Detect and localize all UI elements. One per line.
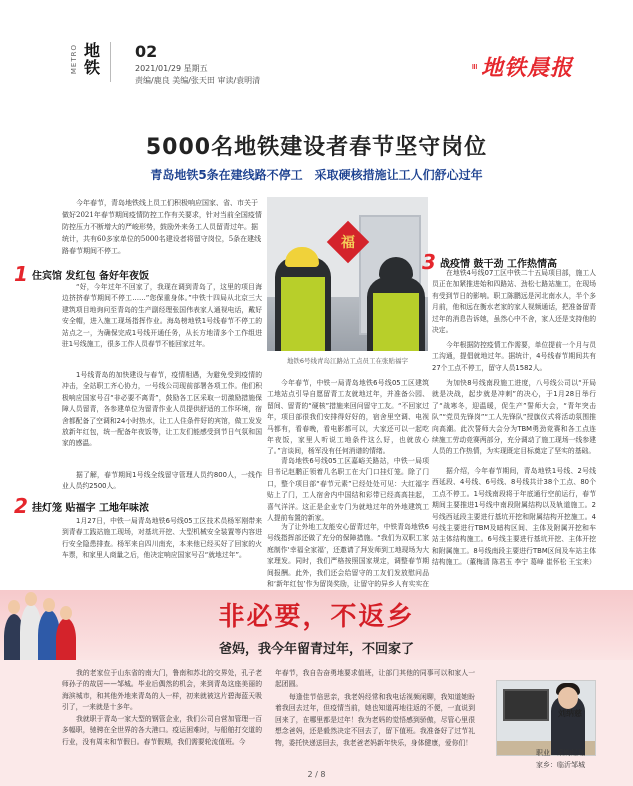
middle-para: 为了让外地工友能安心留青过年，中铁青岛地铁6号线指挥部还做了充分的保障措施。“我们为双职工家庭制作‘幸福全家福’，还邀请了拜发师到工地现场为大家理发。同时，我们严格按照国家规定，调整春节期间报酬。此外，我们还会给留守的工友们发放慰问品和‘新年红包’作为留岗奖励，让留守的异乡人有实实在 xyxy=(267,523,429,589)
logo-divider xyxy=(110,42,111,82)
person-job: 职业：采购经理 xyxy=(536,749,585,757)
issue-date: 2021/01/29 星期五 xyxy=(135,64,208,73)
article-intro: 今年春节，青岛地铁线上员工们积极响应国家、省、市关于做好2021年春节期间疫情防控工作有关要求，针对当前全国疫情防控压力不断增大的严峻形势，鼓励外来务工人员留青过年。据统计，共有60多家单位的5000名建设者将留守岗位，5条在建线路春节期间不停工。 xyxy=(62,199,262,255)
page-number: 02 xyxy=(135,42,158,61)
page-footer: 2 / 8 xyxy=(307,770,326,779)
section-1-para: 1号线青岛的加快建设与春节，疫情相遇，为避免受到疫情的冲击，全站职工齐心协力，一号线公司现前部署各项工作。他们积极响应国家号召“非必要不离青”，鼓励各工区采取一切激励措施保障人员留青，各参建单位为留青作业人员提供舒适的工作环境，宿舍都配备了空调和24小时热水，让工人住条件好的宾馆，做工发发放新年红包，统一配备年夜饭等，让工友们能感受到节日气氛和国家的感温。 xyxy=(62,371,262,448)
section-title: 战疫情 鼓干劲 工作热情高 xyxy=(440,258,557,270)
section-number: 3 xyxy=(422,250,436,274)
section-2-para: 1月27日，中铁一局青岛地铁6号线05工区技术员杨军刚带来到青春工践站施工现场，对基坑开挖、大型机械安全装置等内容进行安全隐患排查。杨军来自四川南充，本来他已经买好了回家的火车票，和家里人商量之后，他决定响应国家号召“就地过年”。 xyxy=(62,517,262,560)
section-number: 2 xyxy=(14,494,28,518)
feature-para: 我的老家位于山东省的南大门，鲁南和苏北的交界处，孔子老师孙子的故居——邹城。毕业后偶然的机会，来到青岛这座美丽的海滨城市，和其他外地来青岛的人一样，初来就被这片碧海蓝天吸引了，一来就是十多年。 xyxy=(62,669,262,712)
newspaper-brand xyxy=(470,52,573,80)
middle-para: 青岛地铁6号线05工区嘉峪关路站，中铁一局项目书记赵鹏正领着几名职工在大门口挂灯笼。除了门口，整个项目部“春节元素”已经处处可见：大红福字贴上了门，工人宿舍内中国结和彩带已经高高挂起，喜气洋洋。这正是企业专门为就地过年的外地建筑工人提前布置的新家。 xyxy=(267,457,429,523)
brand-mark-icon: ≡ xyxy=(470,62,479,70)
feature-para: 年春节，我自告奋勇地要求值班，让部门其他的同事可以和家人一起团圆。 xyxy=(275,669,475,689)
article-title: 5000名地铁建设者春节坚守岗位 xyxy=(145,135,488,160)
section-3-para: 在地铁4号线07工区中铁二十五局项目部，施工人员正在加紧推进始和四路站、劲松七路站施工，在现场有受到节日的影响。职工陈鹏远是河北南水人，半个多月前，他和远在衡水老家的家人视频通话，把准备留青过年的消息告诉她，虽然心中不舍，家人还是支持他的决定。 xyxy=(432,269,596,335)
bottom-feature xyxy=(0,590,633,786)
section-title: 住宾馆 发红包 备好年夜饭 xyxy=(32,270,149,282)
feature-subheading: 爸妈，我今年留青过年，不回家了 xyxy=(218,642,414,657)
section-2-head xyxy=(14,494,149,518)
workers-photo xyxy=(267,197,428,351)
section-3-para: 今年根据防控疫情工作需要，单位提前一个月与员工沟通，提倡就地过年。据统计，4号线春节期间共有27个工点不停工，留守人员1582人。 xyxy=(432,341,596,372)
fu-character-sign: 福 xyxy=(327,221,369,263)
person-hometown: 家乡：临沂邹城 xyxy=(536,761,585,769)
middle-para: 今年春节，中铁一局青岛地铁6号线05工区建筑工地站点引导自愿留青工友就地过年，并准备公园、留间、留青的“硬核”措施来回问留守工友。“不回家过年，项目部很我们安排得好好的，宿舍里空调、电视马都有，看春晚，看电影都可以，大家还可以一起吃年夜饭，家里人听说工地条件这么好，也就放心了。”言谈间，杨军没有任何消谱的情绪。 xyxy=(267,379,429,456)
section-title: 挂灯笼 贴福字 工地年味浓 xyxy=(32,502,149,514)
section-3-para: 为加快8号线南段施工进度，八号线公司以“开局就是决战，起步就是冲刺”的决心，于1月28日举行了“战寒冬，迎温暖，促生产”誓师大会，“青年突击队”“党员先锋岗”“工人先锋队”授旗仪式将活动氛围推向高潮。此次誓师大会分为TBM勇劲竞赛和各工点连续施工劳动竞赛两部分，充分调动了施工现场一线参建人员的工作热情，为实现既定目标奠定了坚实的基础。 xyxy=(432,379,596,456)
section-3-para: 据介绍，今年春节期间，青岛地铁1号线、2号线西延段、4号线、6号线、8号线共计38个工点、80个工点不停工。1号线南段将于年底通行空前运行，春节期间主要推进1号线中南段附属结构以及轨道施工。2号线西延段主要进行基坑开挖和附属结构开挖施工。4号线主要进行TBM及暗构区间、主体及附属开挖和车站主体结构施工。6号线主要进行基坑开挖、主体开挖和附属施工。8号线南段主要进行TBM区间及车站主体结构施工。（董梅清 陈君玉 李宁 葛峰 崔怀松 王宝来） xyxy=(432,467,596,567)
person-name: 刘纳慈 xyxy=(558,709,582,718)
page-header xyxy=(0,0,633,92)
feature-slogan: 非必要，不返乡 xyxy=(218,602,415,632)
person-face xyxy=(558,687,578,709)
feature-banner xyxy=(0,590,633,660)
brand-name: 地铁晨报 xyxy=(481,55,574,81)
metro-section-logo xyxy=(70,42,126,84)
photo-caption: 地铁6号线青岛江路站工点员工在张贴福字 xyxy=(286,357,409,365)
section-1-para: 据了解，春节期间1号线全线留守管理人员约800人，一线作业人员约2500人。 xyxy=(62,471,262,491)
section-1-para: “好，今年过年不回家了，我现在调到青岛了，这里的项目海边挤挤春节期间不停工……”您保重身体。”中铁十四局从北京三大建筑项目地询问至青岛的生产副经理张国伟表家人通视电话，戴好安全帽，进入施工现场指挥作业。海岛榜地铁1号线春节不停工的站点之一，为确保完成1号线开通任务，从长方地清多个工作组进驻1号线施工，很多工作人员春节不能回家过年。 xyxy=(62,283,262,349)
logo-en: METRO xyxy=(70,44,78,75)
worker-right-vest xyxy=(373,293,419,351)
article-subtitle: 青岛地铁5条在建线路不停工 采取硬核措施让工人们舒心过年 xyxy=(150,168,483,182)
logo-zh: 地铁 xyxy=(84,41,101,77)
feature-para: 我就职于青岛一家大型的钢管企业，我们公司自营加管理一百多幅职，驰骋在全世界的各大港口。疫运困难时，与船舶打交道的行业，没有周末和节假日。春节假期，我们需要轮流值班。今 xyxy=(62,715,262,746)
feature-para: 每逢佳节倍思亲，我老妈经常和我电话视频闲聊，我知道她盼着我回去过年，但疫情当前，她也知道再地往返的不便，一直说到回来了，在哪里都是过年！我为老妈的觉悟感到骄傲，尽管心里很想念爸妈，还是毅然决定不回去了，留下值班。我准备好了过节礼物，委托快递送回去，我老爸老妈新年快乐，身体健康，爱你们！ xyxy=(275,693,475,747)
section-number: 1 xyxy=(14,262,28,286)
worker-left-vest xyxy=(281,277,325,351)
editor-credits: 责编/鹿良 美编/张天田 审读/袁明清 xyxy=(135,76,261,85)
